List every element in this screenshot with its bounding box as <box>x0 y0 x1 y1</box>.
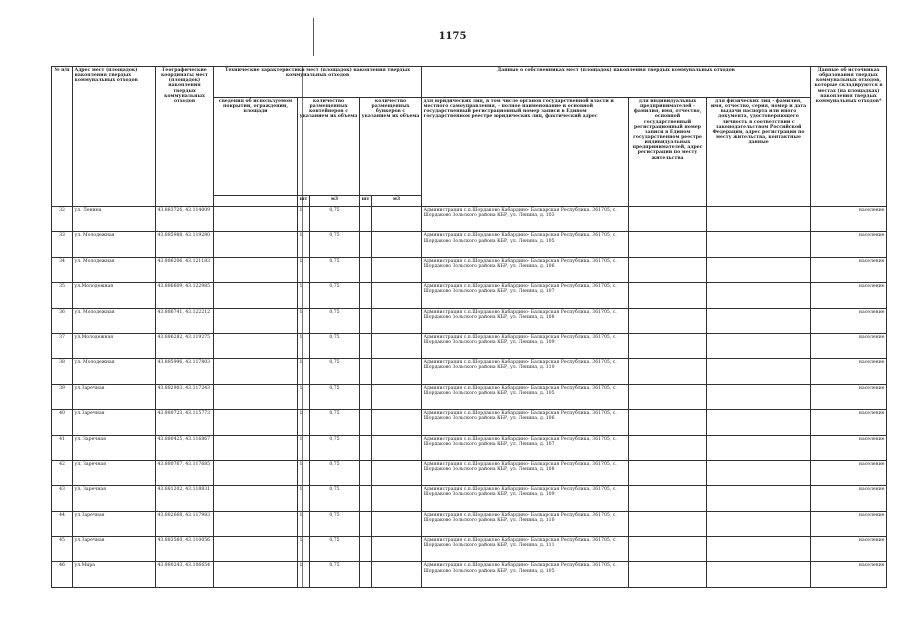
cell-geo: 43.882903, 43.117243 <box>156 384 214 409</box>
cell-container-volume: 0,75 <box>310 537 360 562</box>
cell-num: 36 <box>52 308 73 333</box>
cell-surface <box>214 384 298 409</box>
cell-num: 35 <box>52 283 73 308</box>
cell-container-volume: 0,75 <box>310 207 360 232</box>
cell-source: население <box>811 207 887 232</box>
cell-container-volume: 0,75 <box>310 410 360 435</box>
cell-source: население <box>811 562 887 587</box>
col-header-address: Адрес мест (площадок) накопления твердых коммунальных отходов <box>73 67 156 207</box>
cell-source: население <box>811 486 887 511</box>
cell-owner-person <box>707 257 811 282</box>
cell-bunker-count <box>360 333 372 358</box>
cell-container-volume: 0,75 <box>310 308 360 333</box>
cell-geo: 43.880767, 43.117685 <box>156 460 214 485</box>
cell-container-volume: 0,75 <box>310 511 360 536</box>
unit-bunkers-pcs: шт <box>360 196 372 207</box>
col-header-bunkers: количество размещенных бункеров с указанием их объема <box>360 98 422 196</box>
cell-container-count: 1 <box>298 537 310 562</box>
cell-owner-person <box>707 359 811 384</box>
cell-owner-legal: Администрация с.п.Шордаково Кабардино- Балкарская Республика, 361705, с. Шордаково Зольского района КБР, ул. Ленина, д. 109 <box>422 486 629 511</box>
cell-container-count: 1 <box>298 511 310 536</box>
cell-container-volume: 0,75 <box>310 283 360 308</box>
cell-bunker-count <box>360 283 372 308</box>
cell-num: 39 <box>52 384 73 409</box>
cell-num: 37 <box>52 333 73 358</box>
cell-geo: 43.886609, 43.122985 <box>156 283 214 308</box>
cell-address: ул. Заречная <box>73 435 156 460</box>
cell-owner-legal: Администрация с.п.Шордаково Кабардино- Балкарская Республика, 361705, с. Шордаково Зольского района КБР, ул. Ленина, д. 110 <box>422 359 629 384</box>
cell-container-count: 1 <box>298 359 310 384</box>
cell-surface <box>214 283 298 308</box>
cell-address: ул.Молодежная <box>73 333 156 358</box>
cell-geo: 43.883560, 43.110056 <box>156 537 214 562</box>
cell-owner-ip <box>629 460 707 485</box>
cell-address: ул. Молодежная <box>73 257 156 282</box>
cell-geo: 43.883726, 43.114009 <box>156 207 214 232</box>
cell-bunker-volume <box>372 460 422 485</box>
cell-source: население <box>811 511 887 536</box>
cell-owner-ip <box>629 537 707 562</box>
cell-source: население <box>811 460 887 485</box>
page-number: 1175 <box>438 31 467 42</box>
cell-owner-legal: Администрация с.п.Шордаково Кабардино- Балкарская Республика, 361705, с. Шордаково Зольского района КБР, ул. Ленина, д. 111 <box>422 537 629 562</box>
cell-bunker-count <box>360 435 372 460</box>
cell-source: население <box>811 232 887 257</box>
col-header-owner-legal: для юридических лиц, в том числе органов государственной власти и местного самоуправления, - полное наименование и основной государственный регистрационный номер записи в Едином государственном реестре юридических лиц, фактический адрес <box>422 98 629 207</box>
cell-num: 40 <box>52 410 73 435</box>
cell-num: 41 <box>52 435 73 460</box>
cell-surface <box>214 562 298 587</box>
cell-surface <box>214 537 298 562</box>
cell-owner-legal: Администрация с.п.Шордаково Кабардино- Балкарская Республика, 361705, с. Шордаково Зольского района КБР, ул. Ленина, д. 103 <box>422 207 629 232</box>
table-row <box>52 359 887 384</box>
cell-address: ул. Ленина <box>73 207 156 232</box>
cell-owner-ip <box>629 207 707 232</box>
cell-bunker-volume <box>372 410 422 435</box>
cell-geo: 43.886282, 43.119275 <box>156 333 214 358</box>
cell-surface <box>214 359 298 384</box>
cell-bunker-volume <box>372 333 422 358</box>
cell-bunker-volume <box>372 562 422 587</box>
cell-owner-ip <box>629 283 707 308</box>
cell-num: 42 <box>52 460 73 485</box>
cell-container-volume: 0,75 <box>310 232 360 257</box>
cell-container-volume: 0,75 <box>310 359 360 384</box>
cell-container-volume: 0,75 <box>310 460 360 485</box>
col-header-geo: Географические координаты мест (площадок) накопления твердых коммунальных отходов <box>156 67 214 207</box>
table-row <box>52 537 887 562</box>
col-header-tech: Технические характеристики мест (площадок) накопления твердых коммунальных отходов <box>214 67 422 98</box>
col-header-owner-ip: для индивидуальных предпринимателей - фамилия, имя, отчество, основной государственный регистрационный номер записи в Едином государственном реестре индивидуальных предпринимателей, адрес регистрации по месту жительства <box>629 98 707 207</box>
cell-container-count: 1 <box>298 283 310 308</box>
cell-owner-legal: Администрация с.п.Шордаково Кабардино- Балкарская Республика, 361705, с. Шордаково Зольского района КБР, ул. Ленина, д. 105 <box>422 384 629 409</box>
cell-owner-legal: Администрация с.п.Шордаково Кабардино- Балкарская Республика, 361705, с. Шордаково Зольского района КБР, ул. Ленина, д. 105 <box>422 562 629 587</box>
cell-owner-ip <box>629 333 707 358</box>
cell-surface <box>214 460 298 485</box>
cell-num: 33 <box>52 232 73 257</box>
cell-owner-legal: Администрация с.п.Шордаково Кабардино- Балкарская Республика, 361705, с. Шордаково Зольского района КБР, ул. Ленина, д. 105 <box>422 232 629 257</box>
table-row <box>52 308 887 333</box>
cell-geo: 43.886741, 43.122212 <box>156 308 214 333</box>
unit-bunkers-m3: м3 <box>372 196 422 207</box>
cell-bunker-count <box>360 384 372 409</box>
cell-bunker-count <box>360 537 372 562</box>
cell-geo: 43.880425, 43.116867 <box>156 435 214 460</box>
table-row <box>52 283 887 308</box>
cell-owner-person <box>707 435 811 460</box>
cell-geo: 43.882668, 43.117983 <box>156 511 214 536</box>
cell-address: ул.Заречная <box>73 537 156 562</box>
cell-owner-person <box>707 511 811 536</box>
cell-owner-legal: Администрация с.п.Шордаково Кабардино- Балкарская Республика, 361705, с. Шордаково Зольского района КБР, ул. Ленина, д. 109 <box>422 333 629 358</box>
cell-surface <box>214 232 298 257</box>
cell-surface <box>214 486 298 511</box>
cell-owner-legal: Администрация с.п.Шордаково Кабардино- Балкарская Республика, 361705, с. Шордаково Зольского района КБР, ул. Ленина, д. 108 <box>422 460 629 485</box>
cell-source: население <box>811 257 887 282</box>
cell-bunker-volume <box>372 384 422 409</box>
cell-num: 38 <box>52 359 73 384</box>
cell-container-count: 1 <box>298 410 310 435</box>
cell-source: население <box>811 308 887 333</box>
cell-bunker-count <box>360 359 372 384</box>
table-row <box>52 562 887 587</box>
cell-geo: 43.881202, 43.118831 <box>156 486 214 511</box>
cell-container-count: 1 <box>298 435 310 460</box>
cell-source: население <box>811 333 887 358</box>
col-header-containers: количество размещенных контейнеров с указанием их объема <box>298 98 360 196</box>
cell-container-volume: 0,75 <box>310 435 360 460</box>
cell-bunker-volume <box>372 308 422 333</box>
cell-container-count: 1 <box>298 232 310 257</box>
cell-source: население <box>811 384 887 409</box>
cell-bunker-count <box>360 410 372 435</box>
cell-owner-ip <box>629 486 707 511</box>
cell-num: 44 <box>52 511 73 536</box>
cell-container-volume: 0,75 <box>310 486 360 511</box>
cell-address: ул.Заречная <box>73 384 156 409</box>
table-row <box>52 410 887 435</box>
col-header-sources: Данные об источниках образования твердых коммунальных отходов, которые складируются в местах (на площадках) накопления твердых коммунальных отходов* <box>811 67 887 207</box>
cell-surface <box>214 333 298 358</box>
cell-bunker-count <box>360 308 372 333</box>
cell-owner-ip <box>629 384 707 409</box>
table-row <box>52 207 887 232</box>
cell-container-volume: 0,75 <box>310 257 360 282</box>
unit-containers-pcs: шт <box>298 196 310 207</box>
unit-containers-m3: м3 <box>310 196 360 207</box>
cell-owner-ip <box>629 435 707 460</box>
cell-owner-legal: Администрация с.п.Шордаково Кабардино- Балкарская Республика, 361705, с. Шордаково Зольского района КБР, ул. Ленина, д. 110 <box>422 511 629 536</box>
cell-geo: 43.886206, 43.121183 <box>156 257 214 282</box>
cell-owner-ip <box>629 257 707 282</box>
cell-bunker-count <box>360 257 372 282</box>
cell-surface <box>214 207 298 232</box>
cell-bunker-count <box>360 511 372 536</box>
cell-container-count: 1 <box>298 207 310 232</box>
cell-container-count: 1 <box>298 333 310 358</box>
cell-bunker-volume <box>372 232 422 257</box>
table-row <box>52 486 887 511</box>
cell-num: 46 <box>52 562 73 587</box>
cell-address: ул.Молодежная <box>73 283 156 308</box>
cell-owner-ip <box>629 232 707 257</box>
cell-owner-person <box>707 537 811 562</box>
cell-owner-legal: Администрация с.п.Шордаково Кабардино- Балкарская Республика, 361705, с. Шордаково Зольского района КБР, ул. Ленина, д. 106 <box>422 410 629 435</box>
cell-bunker-volume <box>372 486 422 511</box>
cell-surface <box>214 257 298 282</box>
cell-source: население <box>811 359 887 384</box>
table-row <box>52 232 887 257</box>
cell-source: население <box>811 410 887 435</box>
cell-bunker-count <box>360 207 372 232</box>
cell-source: население <box>811 283 887 308</box>
cell-bunker-count <box>360 232 372 257</box>
table-row <box>52 435 887 460</box>
cell-owner-person <box>707 562 811 587</box>
cell-address: ул. Молодежная <box>73 308 156 333</box>
cell-owner-ip <box>629 562 707 587</box>
cell-source: население <box>811 537 887 562</box>
cell-owner-person <box>707 384 811 409</box>
cell-owner-ip <box>629 308 707 333</box>
cell-surface <box>214 511 298 536</box>
cell-geo: 43.880723, 43.115773 <box>156 410 214 435</box>
header-row-1 <box>52 67 887 98</box>
cell-num: 45 <box>52 537 73 562</box>
scan-artifact-line <box>313 18 314 56</box>
cell-address: ул. Заречная <box>73 486 156 511</box>
cell-owner-legal: Администрация с.п.Шордаково Кабардино- Балкарская Республика, 361705, с. Шордаково Зольского района КБР, ул. Ленина, д. 107 <box>422 283 629 308</box>
cell-container-volume: 0,75 <box>310 333 360 358</box>
cell-bunker-volume <box>372 511 422 536</box>
cell-bunker-volume <box>372 537 422 562</box>
unit-empty <box>214 196 298 207</box>
cell-owner-person <box>707 460 811 485</box>
cell-num: 34 <box>52 257 73 282</box>
cell-bunker-volume <box>372 207 422 232</box>
cell-container-count: 1 <box>298 384 310 409</box>
cell-geo: 43.885988, 43.119280 <box>156 232 214 257</box>
cell-owner-person <box>707 283 811 308</box>
cell-owner-person <box>707 308 811 333</box>
cell-address: ул. Заречная <box>73 460 156 485</box>
cell-geo: 43.880243, 43.106654 <box>156 562 214 587</box>
table-row <box>52 384 887 409</box>
waste-sites-table <box>51 66 887 588</box>
table-row <box>52 333 887 358</box>
table-row <box>52 511 887 536</box>
cell-container-count: 1 <box>298 486 310 511</box>
cell-owner-legal: Администрация с.п.Шордаково Кабардино- Балкарская Республика, 361705, с. Шордаково Зольского района КБР, ул. Ленина, д. 108 <box>422 308 629 333</box>
table-row <box>52 257 887 282</box>
cell-owner-ip <box>629 359 707 384</box>
cell-address: ул.Мира <box>73 562 156 587</box>
cell-owner-person <box>707 207 811 232</box>
cell-container-volume: 0,75 <box>310 562 360 587</box>
cell-bunker-volume <box>372 359 422 384</box>
cell-address: ул. Молодежная <box>73 359 156 384</box>
cell-num: 43 <box>52 486 73 511</box>
cell-address: ул.Заречная <box>73 511 156 536</box>
cell-geo: 43.885996, 43.117803 <box>156 359 214 384</box>
cell-owner-ip <box>629 410 707 435</box>
cell-bunker-count <box>360 460 372 485</box>
cell-owner-person <box>707 486 811 511</box>
col-header-owner-person: для физических лиц - фамилия, имя, отчество, серия, номер и дата выдачи паспорта или иного документа, удостоверяющего личность в соответствии с законодательством Российской Федерации, адрес регистрации по месту жительства, контактные данные <box>707 98 811 207</box>
cell-container-count: 1 <box>298 308 310 333</box>
col-header-surface: сведения об используемом покрытии, ограждении, площади <box>214 98 298 196</box>
cell-owner-legal: Администрация с.п.Шордаково Кабардино- Балкарская Республика, 361705, с. Шордаково Зольского района КБР, ул. Ленина, д. 107 <box>422 435 629 460</box>
cell-container-count: 1 <box>298 257 310 282</box>
cell-bunker-volume <box>372 283 422 308</box>
cell-address: ул. Молодежная <box>73 232 156 257</box>
cell-owner-person <box>707 333 811 358</box>
cell-bunker-volume <box>372 257 422 282</box>
cell-surface <box>214 308 298 333</box>
col-header-num: № п/п <box>52 67 73 207</box>
cell-bunker-volume <box>372 435 422 460</box>
cell-owner-ip <box>629 511 707 536</box>
cell-surface <box>214 435 298 460</box>
col-header-owners: Данные о собственниках мест (площадок) накопления твердых коммунальных отходов <box>422 67 811 98</box>
cell-owner-legal: Администрация с.п.Шордаково Кабардино- Балкарская Республика, 361705, с. Шордаково Зольского района КБР, ул. Ленина, д. 106 <box>422 257 629 282</box>
cell-container-volume: 0,75 <box>310 384 360 409</box>
cell-bunker-count <box>360 486 372 511</box>
cell-container-count: 1 <box>298 562 310 587</box>
cell-owner-person <box>707 232 811 257</box>
cell-address: ул.Заречная <box>73 410 156 435</box>
cell-owner-person <box>707 410 811 435</box>
table-row <box>52 460 887 485</box>
cell-surface <box>214 410 298 435</box>
cell-num: 32 <box>52 207 73 232</box>
cell-bunker-count <box>360 562 372 587</box>
cell-source: население <box>811 435 887 460</box>
cell-container-count: 1 <box>298 460 310 485</box>
